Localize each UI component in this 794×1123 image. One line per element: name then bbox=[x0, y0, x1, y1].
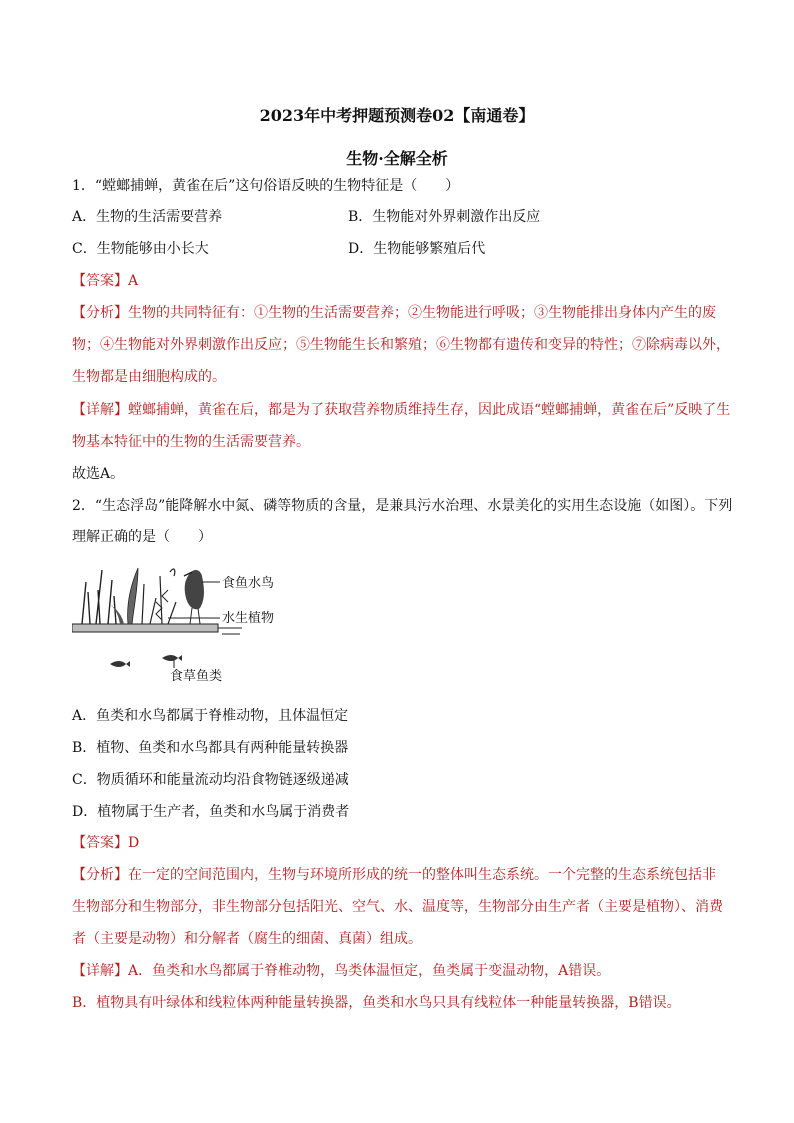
detail-text: A．鱼类和水鸟都属于脊椎动物，鸟类体温恒定，鱼类属于变温动物，A错误。 bbox=[128, 963, 611, 979]
ecological-float-island-figure bbox=[72, 562, 292, 682]
fish-left bbox=[110, 661, 130, 667]
heron-body bbox=[185, 570, 204, 609]
plant-top bbox=[170, 569, 175, 576]
q1-stem: 1．“螳螂捕蝉，黄雀在后”这句俗语反映的生物特征是（ ） bbox=[72, 178, 460, 194]
q2-detail-line-2: B．植物具有叶绿体和线粒体两种能量转换器，鱼类和水鸟只具有线粒体一种能量转换器，B错误。 bbox=[72, 995, 681, 1011]
answer-tag: 【答案】 bbox=[72, 835, 128, 851]
q1-detail-line-2: 物基本特征中的生物的生活需要营养。 bbox=[72, 434, 310, 450]
page-title: 2023年中考押题预测卷02【南通卷】 bbox=[259, 106, 535, 125]
analysis-text: 在一定的空间范围内，生物与环境所形成的统一的整体叫生态系统。一个完整的生态系统包括非 bbox=[128, 867, 716, 883]
answer-value: D bbox=[128, 835, 140, 851]
q1-answer bbox=[72, 271, 732, 291]
q2-analysis-line-3: 者（主要是动物）和分解者（腐生的细菌、真菌）组成。 bbox=[72, 931, 422, 947]
q1-analysis-line-1 bbox=[72, 303, 732, 323]
q1-analysis-line-2: 物；④生物能对外界刺激作出反应；⑤生物能生长和繁殖；⑥生物都有遗传和变异的特性；⑦除病毒以外， bbox=[72, 337, 730, 353]
detail-text: 螳螂捕蝉，黄雀在后，都是为了获取营养物质维持生存，因此成语“螳螂捕蝉，黄雀在后”反映了生 bbox=[128, 402, 731, 418]
label-fish-eating-bird: 食鱼水鸟 bbox=[222, 576, 275, 591]
cattail-plant bbox=[128, 568, 138, 624]
heron-legs bbox=[190, 608, 200, 624]
q1-option-b: B．生物能对外界刺激作出反应 bbox=[348, 209, 541, 225]
reed-stems bbox=[82, 570, 116, 624]
q2-detail-line-1 bbox=[72, 961, 732, 981]
label-aquatic-plant: 水生植物 bbox=[222, 611, 275, 626]
answer-tag: 【答案】 bbox=[72, 273, 128, 289]
q2-analysis-line-2: 生物部分和生物部分，非生物部分包括阳光、空气、水、温度等，生物部分由生产者（主要是植物）、消费 bbox=[72, 899, 723, 915]
detail-tag: 【详解】 bbox=[72, 963, 128, 979]
q1-analysis-line-3: 生物都是由细胞构成的。 bbox=[72, 369, 226, 385]
q2-answer bbox=[72, 833, 732, 853]
q2-stem-line-1: 2．“生态浮岛”能降解水中氮、磷等物质的含量，是兼具污水治理、水景美化的实用生态设施（如图）。下列 bbox=[72, 498, 733, 514]
label-herbivorous-fish: 食草鱼类 bbox=[170, 669, 223, 682]
q1-detail-line-1 bbox=[72, 400, 732, 420]
answer-value: A bbox=[128, 273, 139, 289]
q2-option-c: C．物质循环和能量流动均沿食物链逐级递减 bbox=[72, 772, 349, 788]
q1-option-c: C．生物能够由小长大 bbox=[72, 241, 209, 257]
floating-platform bbox=[72, 624, 218, 632]
q2-option-b: B．植物、鱼类和水鸟都具有两种能量转换器 bbox=[72, 740, 349, 756]
q2-stem-line-2: 理解正确的是（ ） bbox=[72, 529, 212, 545]
q2-analysis-line-1 bbox=[72, 865, 732, 885]
analysis-tag: 【分析】 bbox=[72, 305, 128, 321]
analysis-tag: 【分析】 bbox=[72, 867, 128, 883]
q2-option-d: D．植物属于生产者，鱼类和水鸟属于消费者 bbox=[72, 804, 350, 820]
detail-tag: 【详解】 bbox=[72, 402, 128, 418]
q1-conclusion: 故选A。 bbox=[72, 466, 125, 482]
q1-option-d: D．生物能够繁殖后代 bbox=[348, 241, 486, 257]
q2-option-a: A．鱼类和水鸟都属于脊椎动物，且体温恒定 bbox=[72, 708, 349, 724]
q1-option-a: A．生物的生活需要营养 bbox=[72, 209, 223, 225]
analysis-text: 生物的共同特征有：①生物的生活需要营养；②生物能进行呼吸；③生物能排出身体内产生的废 bbox=[128, 305, 716, 321]
page-subtitle: 生物·全解全析 bbox=[346, 149, 448, 168]
fish-right bbox=[162, 655, 182, 661]
